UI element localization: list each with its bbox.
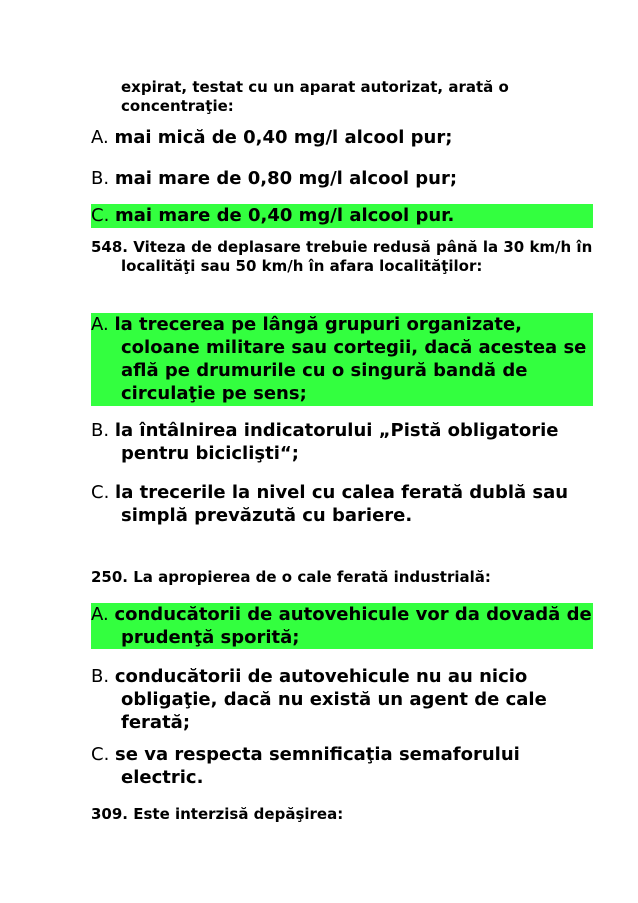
question-250-text: 250. La apropierea de o cale ferată industrială: xyxy=(91,568,491,586)
answer-prev-a[interactable] xyxy=(91,126,593,149)
answer-prev-b[interactable] xyxy=(91,167,593,190)
answer-letter: A. xyxy=(91,127,109,148)
answer-text: conducătorii de autovehicule vor da dovadă de prudenţă sporită; xyxy=(114,604,592,648)
answer-250-c[interactable] xyxy=(91,743,593,789)
answer-250-a[interactable] xyxy=(91,603,593,649)
answer-prev-c[interactable] xyxy=(91,204,593,228)
question-309-text: 309. Este interzisă depăşirea: xyxy=(91,805,344,823)
answer-text: mai mare de 0,80 mg/l alcool pur; xyxy=(114,168,458,189)
answer-text: la întâlnirea indicatorului „Pistă obligatorie pentru biciclişti“; xyxy=(114,420,559,464)
answer-548-b[interactable] xyxy=(91,419,593,465)
answer-letter: A. xyxy=(91,604,109,625)
answer-548-c[interactable] xyxy=(91,481,593,527)
answer-text: se va respecta semnificaţia semaforului electric. xyxy=(115,744,520,788)
answer-text: mai mare de 0,40 mg/l alcool pur. xyxy=(115,205,455,226)
answer-letter: C. xyxy=(91,482,110,503)
answer-letter: C. xyxy=(91,744,110,765)
question-548-text: 548. Viteza de deplasare trebuie redusă până la 30 km/h în localităţi sau 50 km/h în afara localităţilor: xyxy=(91,238,593,275)
question-prev-text: expirat, testat cu un aparat autorizat, arată o concentraţie: xyxy=(121,78,509,115)
answer-text: la trecerile la nivel cu calea ferată dublă sau simplă prevăzută cu bariere. xyxy=(115,482,569,526)
answer-letter: A. xyxy=(91,314,109,335)
answer-text: mai mică de 0,40 mg/l alcool pur; xyxy=(114,127,453,148)
answer-letter: B. xyxy=(91,420,110,441)
answer-text: conducătorii de autovehicule nu au nicio obligaţie, dacă nu există un agent de cale ferată; xyxy=(114,666,547,733)
answer-letter: C. xyxy=(91,205,110,226)
answer-text: la trecerea pe lângă grupuri organizate, coloane militare sau cortegii, dacă acestea se află pe drumurile cu o singură bandă de circulaţie pe sens; xyxy=(114,314,587,404)
answer-letter: B. xyxy=(91,168,110,189)
answer-letter: B. xyxy=(91,666,110,687)
answer-548-a[interactable] xyxy=(91,313,593,406)
answer-250-b[interactable] xyxy=(91,665,593,734)
